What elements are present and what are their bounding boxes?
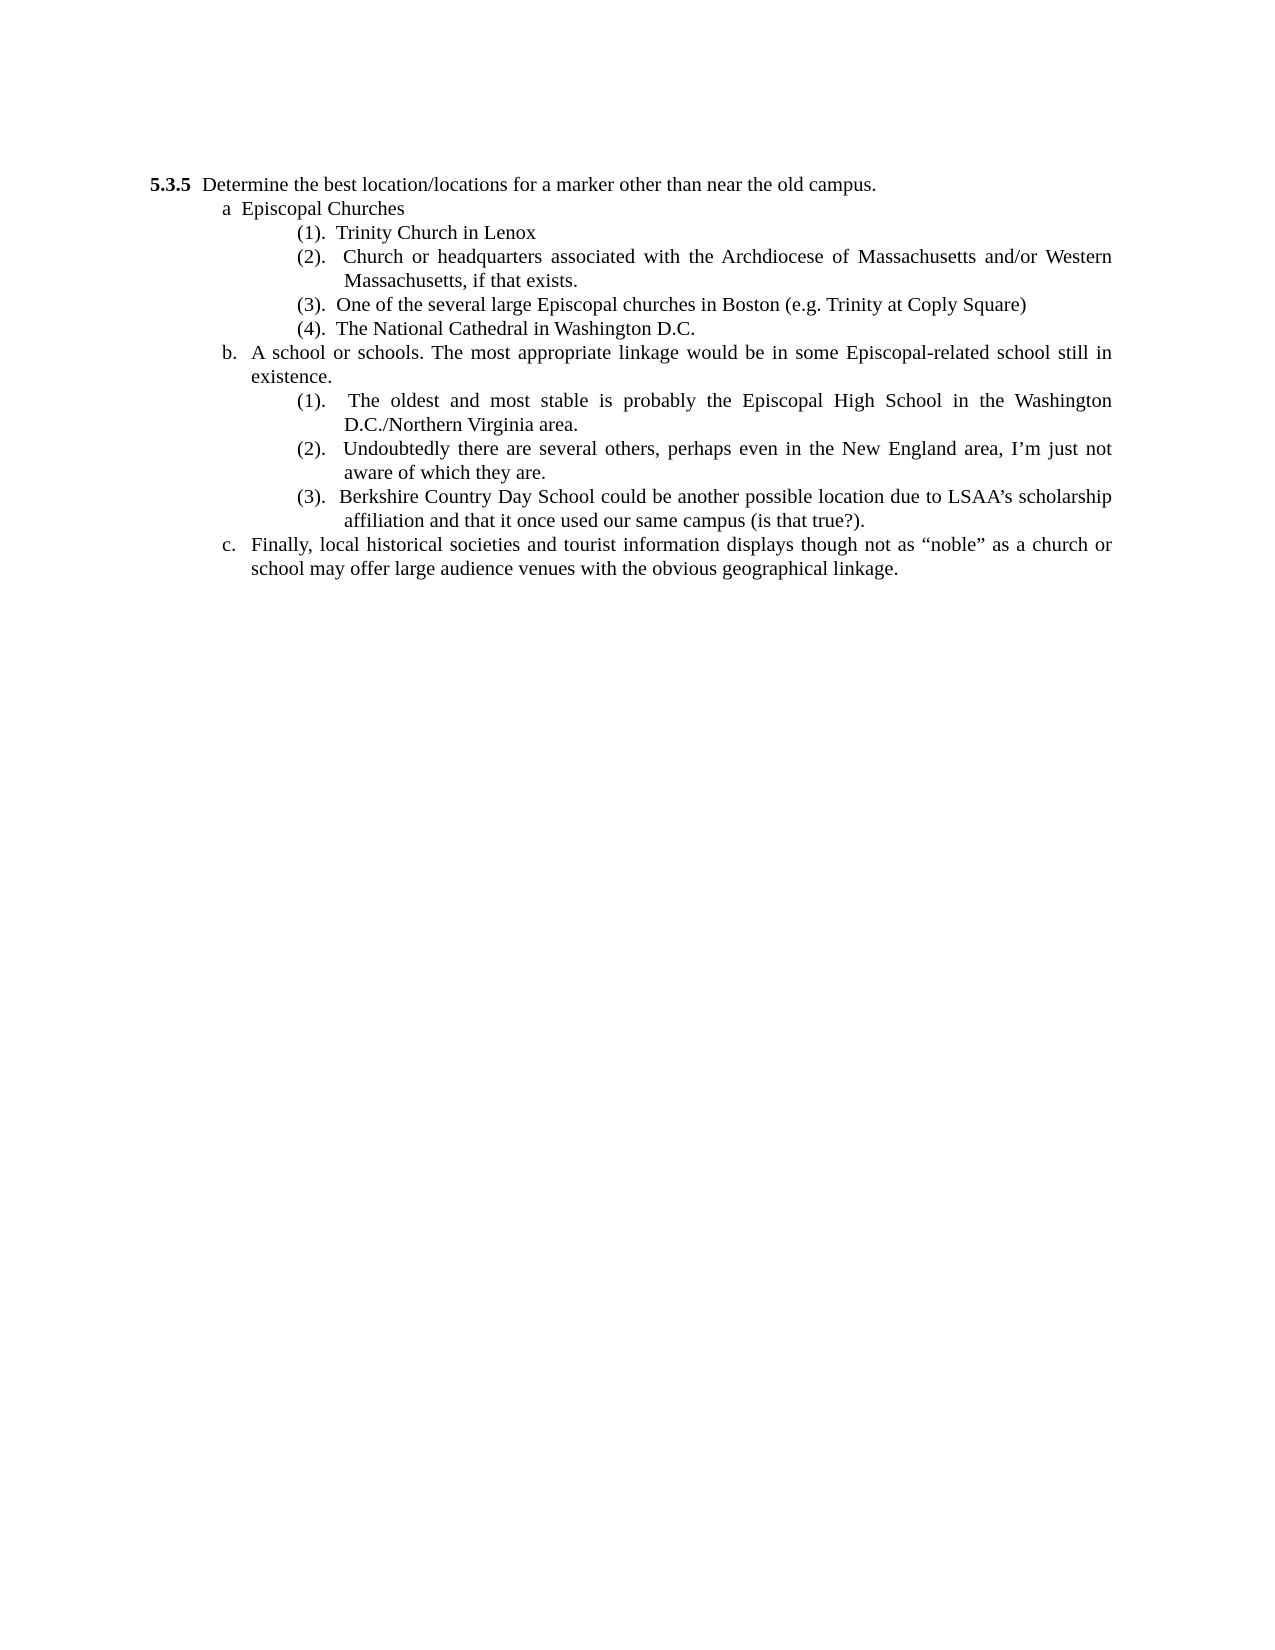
- sublist-item-text: Undoubtedly there are several others, perhaps even in the New England area, I’m just not: [343, 438, 1112, 460]
- sublist-item-text: The National Cathedral in Washington D.C.: [335, 318, 696, 340]
- sublist-marker: (1).: [297, 390, 327, 412]
- list-item-a-text: Episcopal Churches: [241, 198, 405, 220]
- list-item-c-text-cont: school may offer large audience venues with the obvious geographical linkage.: [251, 558, 899, 580]
- sublist-item-b1: [297, 389, 1112, 437]
- sublist-item-text: The oldest and most stable is probably the Episcopal High School in the Washington: [348, 390, 1112, 412]
- sublist-marker: (2).: [297, 438, 327, 460]
- sublist-marker: (1).: [297, 222, 327, 244]
- sublist-item-b3: [297, 485, 1112, 533]
- sublist-item-a3: [297, 293, 1112, 317]
- sublist-item-text: Trinity Church in Lenox: [335, 222, 537, 244]
- list-item-b-text: A school or schools. The most appropriate linkage would be in some Episcopal-related school still in: [251, 342, 1112, 364]
- sublist-item-text: Church or headquarters associated with the Archdiocese of Massachusetts and/or Western: [343, 246, 1112, 268]
- list-item-c-text: Finally, local historical societies and tourist information displays though not as “noble” as a church or: [251, 534, 1112, 556]
- list-item-b: [222, 341, 1112, 389]
- sublist-marker: (2).: [297, 246, 327, 268]
- sublist-item-text-cont: aware of which they are.: [344, 462, 547, 484]
- sublist-item-a1: [297, 221, 1112, 245]
- section-heading: [150, 173, 1130, 197]
- sublist-item-text: Berkshire Country Day School could be another possible location due to LSAA’s scholarship: [339, 486, 1112, 508]
- section-title: Determine the best location/locations for a marker other than near the old campus.: [202, 174, 877, 196]
- list-marker-c: c.: [222, 534, 237, 556]
- sublist-item-b2: [297, 437, 1112, 485]
- sublist-marker: (3).: [297, 486, 327, 508]
- sublist-item-a4: [297, 317, 1112, 341]
- sublist-item-a2: [297, 245, 1112, 293]
- sublist-item-text: One of the several large Episcopal churches in Boston (e.g. Trinity at Coply Square): [336, 294, 1027, 316]
- sublist-marker: (4).: [297, 318, 327, 340]
- sublist-item-text-cont: Massachusetts, if that exists.: [344, 270, 579, 292]
- list-item-c: [222, 533, 1112, 581]
- list-item-b-text-cont: existence.: [251, 366, 333, 388]
- list-marker-b: b.: [222, 342, 238, 364]
- list-item-a: [222, 197, 1082, 221]
- section-number: 5.3.5: [150, 174, 191, 196]
- sublist-item-text-cont: affiliation and that it once used our same campus (is that true?).: [344, 510, 866, 532]
- sublist-item-text-cont: D.C./Northern Virginia area.: [344, 414, 579, 436]
- list-marker-a: a: [222, 198, 232, 220]
- sublist-marker: (3).: [297, 294, 327, 316]
